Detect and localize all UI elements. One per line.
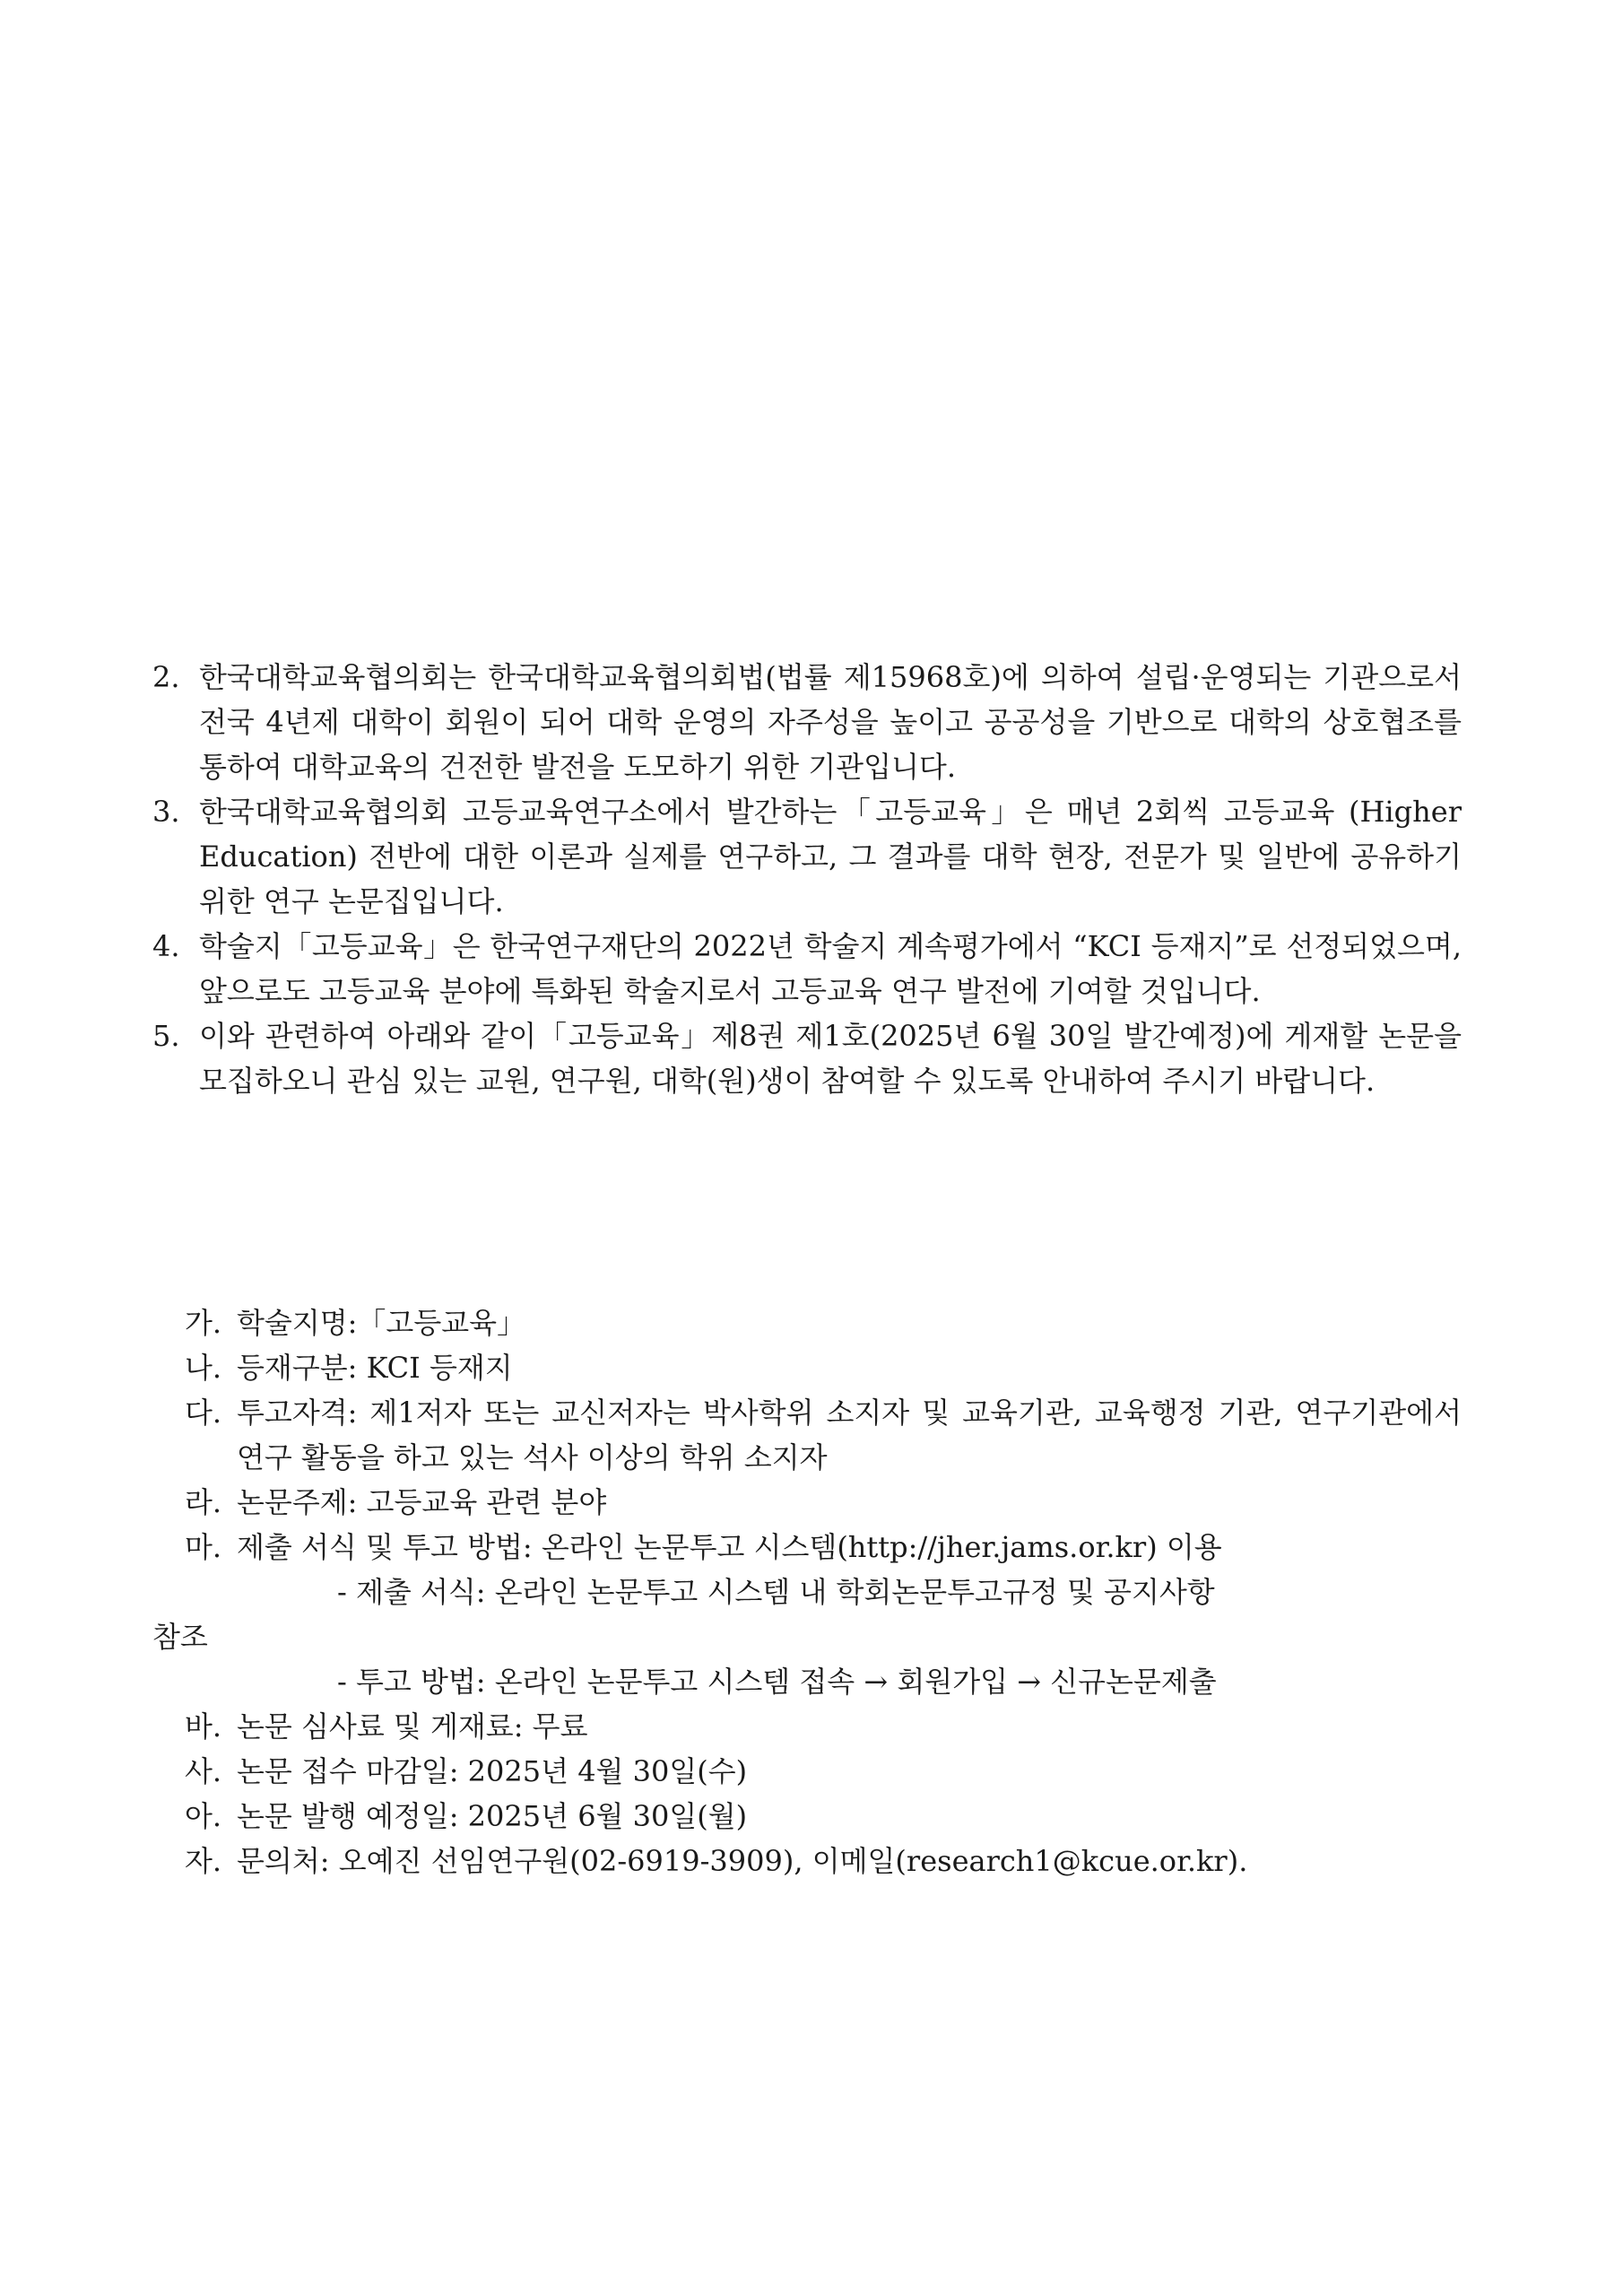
- notice-item-4: [152, 924, 1462, 1013]
- submission-format-line: - 제출 서식: 온라인 논문투고 시스템 내 학회논문투고규정 및 공지사항: [337, 1575, 1215, 1609]
- detail-journal-name: [185, 1300, 1462, 1345]
- detail-text: 문의처: 오예진 선임연구원(02-6919-3909), 이메일(research1@kcue.or.kr).: [237, 1844, 1248, 1878]
- notice-item-3: [152, 789, 1462, 924]
- notice-items: [152, 655, 1462, 1103]
- detail-text: 학술지명:「고등교육」: [237, 1306, 526, 1340]
- item-number: 4.: [152, 929, 180, 963]
- detail-topic: [185, 1480, 1462, 1525]
- submission-format-continuation: 참조: [152, 1620, 208, 1654]
- item-number: 3.: [152, 795, 180, 829]
- detail-label: 나.: [185, 1351, 222, 1385]
- detail-deadline: [185, 1749, 1462, 1794]
- detail-label: 아.: [185, 1799, 222, 1833]
- call-details: [152, 1300, 1462, 1883]
- detail-eligibility: [185, 1390, 1462, 1480]
- notice-item-2: [152, 655, 1462, 789]
- item-text: 한국대학교육협의회는 한국대학교육협의회법(법률 제15968호)에 의하여 설립·운영되는 기관으로서 전국 4년제 대학이 회원이 되어 대학 운영의 자주성을 높이고 공공성을 기반으로 대학의 상호협조를 통하여 대학교육의 건전한 발전을 도모하기 위한 기관입니다.: [199, 660, 1462, 784]
- detail-text: 제출 서식 및 투고 방법: 온라인 논문투고 시스템(http://jher.jams.or.kr) 이용: [237, 1530, 1222, 1564]
- detail-contact: [185, 1839, 1462, 1883]
- detail-label: 자.: [185, 1844, 222, 1878]
- detail-text: 등재구분: KCI 등재지: [237, 1351, 513, 1385]
- item-text: 한국대학교육협의회 고등교육연구소에서 발간하는「고등교육」은 매년 2회씩 고등교육 (Higher Education) 전반에 대한 이론과 실제를 연구하고, 그 결과를 대학 현장, 전문가 및 일반에 공유하기 위한 연구 논문집입니다.: [199, 795, 1462, 918]
- detail-text: 논문주제: 고등교육 관련 분야: [237, 1485, 607, 1519]
- detail-text: 논문 발행 예정일: 2025년 6월 30일(월): [237, 1799, 748, 1833]
- notice-item-5: [152, 1013, 1462, 1103]
- detail-label: 사.: [185, 1754, 222, 1788]
- detail-label: 바.: [185, 1709, 222, 1744]
- item-text: 학술지「고등교육」은 한국연구재단의 2022년 학술지 계속평가에서 “KCI 등재지”로 선정되었으며, 앞으로도 고등교육 분야에 특화된 학술지로서 고등교육 연구 발전에 기여할 것입니다.: [199, 929, 1462, 1008]
- detail-submission-method: [185, 1525, 1462, 1570]
- detail-text: 투고자격: 제1저자 또는 교신저자는 박사학위 소지자 및 교육기관, 교육행정 기관, 연구기관에서 연구 활동을 하고 있는 석사 이상의 학위 소지자: [237, 1396, 1462, 1474]
- detail-fees: [185, 1704, 1462, 1749]
- detail-label: 다.: [185, 1396, 222, 1430]
- detail-text: 논문 심사료 및 게재료: 무료: [237, 1709, 588, 1744]
- detail-classification: [185, 1345, 1462, 1390]
- detail-label: 가.: [185, 1306, 222, 1340]
- detail-text: 논문 접수 마감일: 2025년 4월 30일(수): [237, 1754, 748, 1788]
- item-number: 2.: [152, 660, 180, 694]
- detail-label: 라.: [185, 1485, 222, 1519]
- detail-publication-date: [185, 1794, 1462, 1839]
- item-number: 5.: [152, 1019, 180, 1053]
- item-text: 이와 관련하여 아래와 같이「고등교육」제8권 제1호(2025년 6월 30일 발간예정)에 게재할 논문을 모집하오니 관심 있는 교원, 연구원, 대학(원)생이 참여할 수 있도록 안내하여 주시기 바랍니다.: [199, 1019, 1462, 1098]
- submission-procedure-line: - 투고 방법: 온라인 논문투고 시스템 접속 → 회원가입 → 신규논문제출: [337, 1665, 1217, 1699]
- detail-label: 마.: [185, 1530, 222, 1564]
